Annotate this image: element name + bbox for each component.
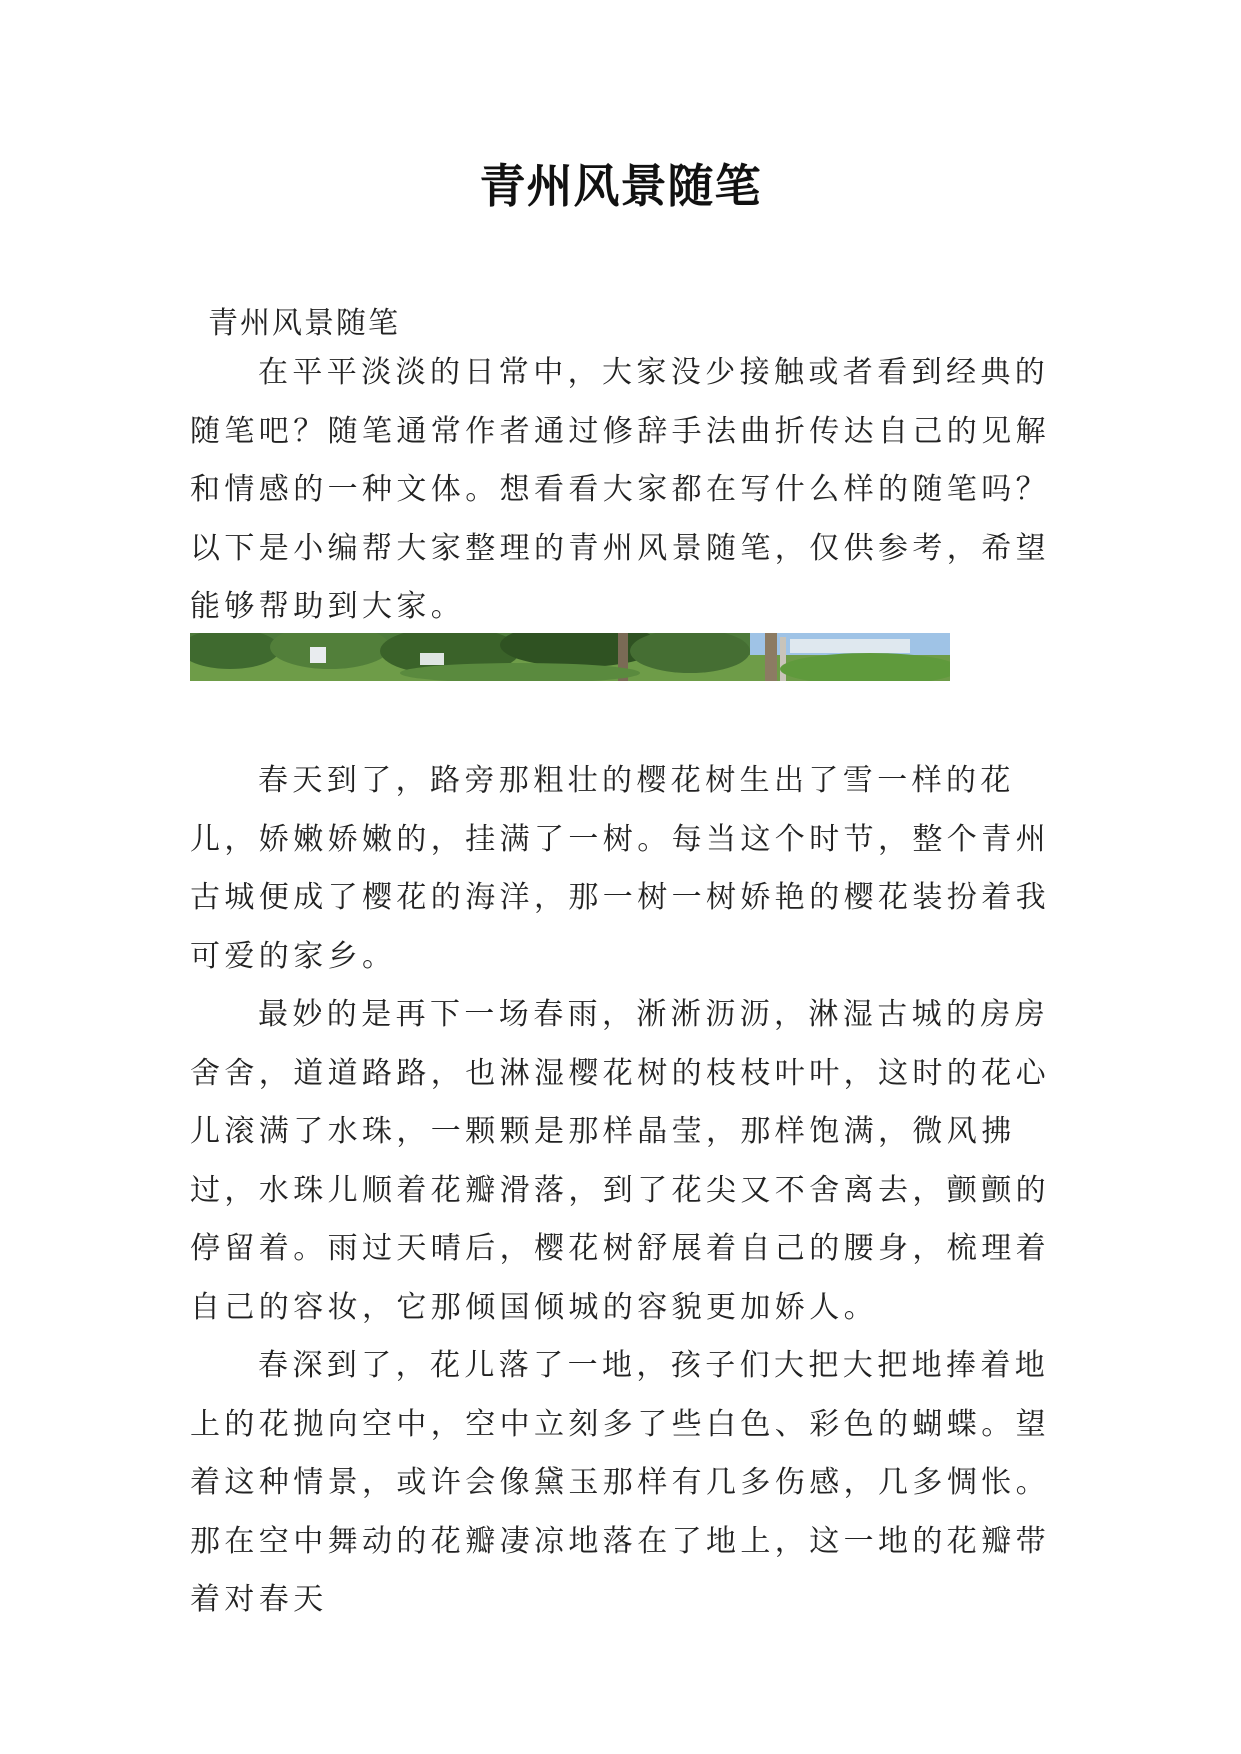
- intro-paragraph-block: [190, 344, 1060, 637]
- landscape-image-graphic: [190, 633, 950, 681]
- document-title: 青州风景随笔: [479, 159, 762, 213]
- body-paragraph: 最妙的是再下一场春雨，淅淅沥沥，淋湿古城的房房舍舍，道道路路，也淋湿樱花树的枝枝叶叶，这时的花心儿滚满了水珠，一颗颗是那样晶莹，那样饱满，微风拂过，水珠儿顺着花瓣滑落，到了花尖又不舍离去，颤颤的停留着。雨过天晴后，樱花树舒展着自己的腰身，梳理着自己的容妆，它那倾国倾城的容貌更加娇人。: [190, 997, 1050, 1325]
- body-paragraph: 春深到了，花儿落了一地，孩子们大把大把地捧着地上的花抛向空中，空中立刻多了些白色、彩色的蝴蝶。望着这种情景，或许会像黛玉那样有几多伤感，几多惆怅。那在空中舞动的花瓣凄凉地落在了地上，这一地的花瓣带着对春天: [190, 1348, 1050, 1617]
- body-paragraph: 春天到了，路旁那粗壮的樱花树生出了雪一样的花儿，娇嫩娇嫩的，挂满了一树。每当这个时节，整个青州古城便成了樱花的海洋，那一树一树娇艳的樱花装扮着我可爱的家乡。: [190, 763, 1050, 974]
- landscape-image: [190, 633, 950, 681]
- intro-paragraph: 在平平淡淡的日常中，大家没少接触或者看到经典的随笔吧？随笔通常作者通过修辞手法曲折传达自己的见解和情感的一种文体。想看看大家都在写什么样的随笔吗？以下是小编帮大家整理的青州风景随笔，仅供参考，希望能够帮助到大家。: [190, 355, 1050, 624]
- body-paragraphs: [190, 752, 1060, 1630]
- document-subtitle: 青州风景随笔: [208, 306, 400, 341]
